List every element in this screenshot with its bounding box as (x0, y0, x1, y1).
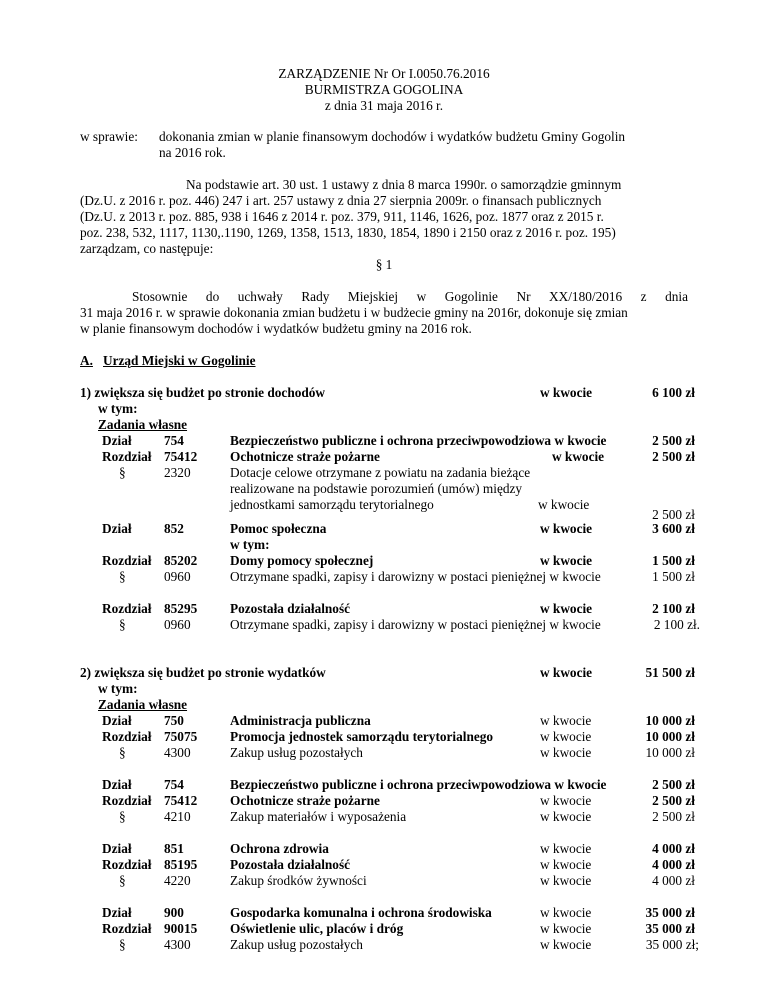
title: Oświetlenie ulic, placów i dróg (230, 921, 404, 936)
amount: 4 000 zł (652, 857, 695, 872)
kwocie: w kwocie (540, 905, 592, 920)
income-754-rozdzial (0, 449, 768, 465)
title: Ochotnicze straże pożarne (230, 793, 380, 808)
kwocie: w kwocie (538, 497, 590, 512)
amount: 35 000 zł (645, 921, 695, 936)
code: 754 (164, 777, 184, 792)
expense-750-dzial (0, 713, 768, 729)
title: Zakup środków żywności (230, 873, 367, 888)
income-754-paragraf-title-2: realizowane na podstawie porozumień (umów) między (230, 481, 523, 496)
legal-basis-line-4: poz. 238, 532, 1117, 1130,.1190, 1269, 1358, 1513, 1830, 1854, 1890 i 2150 oraz z 2016 r. poz. 195) (80, 225, 616, 240)
expense-851-dzial (0, 841, 768, 857)
kwocie: w kwocie (540, 745, 592, 760)
code: 852 (164, 521, 184, 536)
issuer: BURMISTRZA GOGOLINA (304, 82, 464, 97)
title: Gospodarka komunalna i ochrona środowiska (230, 905, 492, 920)
code: 4300 (164, 745, 191, 760)
title: Bezpieczeństwo publiczne i ochrona przeciwpowodziowa w kwocie (230, 433, 607, 448)
income-852-rozdzial-85295 (0, 601, 768, 617)
amount: 4 000 zł (652, 841, 695, 856)
expense-750-rozdzial (0, 729, 768, 745)
title: Zakup materiałów i wyposażenia (230, 809, 407, 824)
amount: 35 000 zł (645, 905, 695, 920)
amount: 2 100 zł (652, 601, 695, 616)
title: Otrzymane spadki, zapisy i darowizny w postaci pieniężnej w kwocie (230, 569, 601, 584)
income-852-paragraf-85202 (0, 569, 768, 585)
section-title: Urząd Miejski w Gogolinie (103, 353, 256, 368)
label: Rozdział (102, 921, 152, 936)
code: 90015 (164, 921, 198, 936)
expense-754-rozdzial (0, 793, 768, 809)
amount: 2 500 zł (652, 433, 695, 448)
code: 75412 (164, 449, 198, 464)
label: Rozdział (102, 857, 152, 872)
code: 750 (164, 713, 184, 728)
kwocie: w kwocie (540, 793, 592, 808)
amount: 2 500 zł (652, 449, 695, 464)
title: Dotacje celowe otrzymane z powiatu na zadania bieżące (230, 465, 531, 480)
subject-label: w sprawie: (80, 129, 138, 144)
title: Pozostała działalność (230, 857, 351, 872)
code: 900 (164, 905, 184, 920)
label: Rozdział (102, 729, 152, 744)
code: 85295 (164, 601, 198, 616)
income-754-paragraf-last (0, 497, 768, 522)
label: § (119, 745, 126, 760)
income-total: 6 100 zł (652, 385, 695, 400)
title: jednostkami samorządu terytorialnego (230, 497, 434, 512)
expense-754-paragraf (0, 809, 768, 825)
amount: 35 000 zł; (645, 937, 699, 952)
income-852-dzial (0, 521, 768, 537)
income-heading-text: 1) zwiększa się budżet po stronie dochodów (80, 385, 326, 400)
amount: 2 500 zł (652, 809, 695, 824)
code: 75075 (164, 729, 198, 744)
legal-basis-line-2: (Dz.U. z 2016 r. poz. 446) 247 i art. 257 ustawy z dnia 27 sierpnia 2009r. o finansach publicznych (80, 193, 602, 208)
label: Dział (102, 433, 132, 448)
legal-basis-line-3: (Dz.U. z 2013 r. poz. 885, 938 i 1646 z 2014 r. poz. 379, 911, 1146, 1626, poz. 1877 oraz z 2015 r. (80, 209, 604, 224)
title: Bezpieczeństwo publiczne i ochrona przeciwpowodziowa w kwocie (230, 777, 607, 792)
expense-754-dzial (0, 777, 768, 793)
expense-900-dzial (0, 905, 768, 921)
code: 0960 (164, 617, 191, 632)
label: § (119, 873, 126, 888)
amount: 2 100 zł. (653, 617, 700, 632)
code: 85202 (164, 553, 198, 568)
code: 851 (164, 841, 184, 856)
income-852-paragraf-85295 (0, 617, 768, 633)
title: Ochotnicze straże pożarne (230, 449, 380, 464)
amount: 2 500 zł (652, 777, 695, 792)
kwocie: w kwocie (540, 937, 592, 952)
kwocie: w kwocie (540, 601, 593, 616)
amount: 10 000 zł (645, 713, 695, 728)
preamble-line-1: Stosownie do uchwały Rady Miejskiej w Gogolinie Nr XX/180/2016 z dnia (132, 289, 688, 304)
label: Rozdział (102, 793, 152, 808)
expense-750-paragraf (0, 745, 768, 761)
kwocie: w kwocie (540, 521, 593, 536)
label: § (119, 465, 126, 480)
title: Domy pomocy społecznej (230, 553, 374, 568)
amount: 2 500 zł (652, 793, 695, 808)
code: 2320 (164, 465, 191, 480)
amount: 4 000 zł (652, 873, 695, 888)
paragraph-mark: § 1 (375, 257, 393, 272)
title: Otrzymane spadki, zapisy i darowizny w postaci pieniężnej w kwocie (230, 617, 601, 632)
kwocie: w kwocie (540, 729, 592, 744)
code: 4300 (164, 937, 191, 952)
kwocie: w kwocie (540, 921, 592, 936)
subject-text-1: dokonania zmian w planie finansowym dochodów i wydatków budżetu Gminy Gogolin (159, 129, 626, 144)
expense-total: 51 500 zł (645, 665, 695, 680)
label: § (119, 809, 126, 824)
income-852-w-tym: w tym: (230, 537, 270, 552)
income-852-rozdzial-85202 (0, 553, 768, 569)
expense-w-tym: w tym: (98, 681, 138, 696)
income-zadania: Zadania własne (98, 417, 188, 432)
amount: 10 000 zł (645, 729, 695, 744)
label: Dział (102, 521, 132, 536)
expense-851-rozdzial (0, 857, 768, 873)
label: Dział (102, 777, 132, 792)
preamble-line-3: w planie finansowym dochodów i wydatków budżetu gminy na 2016 rok. (80, 321, 472, 336)
title: Pomoc społeczna (230, 521, 327, 536)
expense-851-paragraf (0, 873, 768, 889)
doc-title: ZARZĄDZENIE Nr Or I.0050.76.2016 (278, 66, 490, 81)
expense-zadania: Zadania własne (98, 697, 188, 712)
label: Dział (102, 905, 132, 920)
expense-900-rozdzial (0, 921, 768, 937)
subject-text-2: na 2016 rok. (159, 145, 226, 160)
amount: 10 000 zł (645, 745, 695, 760)
preamble-line-2: 31 maja 2016 r. w sprawie dokonania zmian budżetu i w budżecie gminy na 2016r, dokonuje się zmian (80, 305, 628, 320)
expense-heading (0, 665, 768, 681)
income-754-dzial (0, 433, 768, 449)
amount: 2 500 zł (652, 507, 695, 522)
code: 754 (164, 433, 184, 448)
label: Dział (102, 713, 132, 728)
amount: 1 500 zł (652, 553, 695, 568)
expense-900-paragraf (0, 937, 768, 953)
label: Rozdział (102, 449, 152, 464)
kwocie: w kwocie (540, 841, 592, 856)
label: § (119, 937, 126, 952)
income-w-tym: w tym: (98, 401, 138, 416)
kwocie: w kwocie (540, 809, 592, 824)
label: Rozdział (102, 601, 152, 616)
code: 0960 (164, 569, 191, 584)
legal-basis-line-1: Na podstawie art. 30 ust. 1 ustawy z dnia 8 marca 1990r. o samorządzie gminnym (186, 177, 622, 192)
code: 75412 (164, 793, 198, 808)
income-heading (0, 385, 768, 401)
code: 4210 (164, 809, 191, 824)
kwocie: w kwocie (540, 857, 592, 872)
label: Rozdział (102, 553, 152, 568)
expense-heading-text: 2) zwiększa się budżet po stronie wydatków (80, 665, 326, 680)
kwocie: w kwocie (540, 553, 593, 568)
code: 85195 (164, 857, 198, 872)
amount: 3 600 zł (652, 521, 695, 536)
kwocie: w kwocie (540, 873, 592, 888)
income-heading-kwocie: w kwocie (540, 385, 593, 400)
code: 4220 (164, 873, 191, 888)
title: Zakup usług pozostałych (230, 937, 363, 952)
title: Promocja jednostek samorządu terytorialnego (230, 729, 494, 744)
label: Dział (102, 841, 132, 856)
title: Ochrona zdrowia (230, 841, 329, 856)
kwocie: w kwocie (552, 449, 605, 464)
income-754-paragraf (0, 465, 768, 481)
legal-basis-line-5: zarządzam, co następuje: (80, 241, 214, 256)
label: § (119, 569, 126, 584)
title: Administracja publiczna (230, 713, 371, 728)
amount: 1 500 zł (652, 569, 695, 584)
kwocie: w kwocie (540, 713, 592, 728)
title: Pozostała działalność (230, 601, 351, 616)
section-letter: A. (80, 353, 93, 368)
doc-date: z dnia 31 maja 2016 r. (324, 98, 444, 113)
expense-heading-kwocie: w kwocie (540, 665, 593, 680)
title: Zakup usług pozostałych (230, 745, 363, 760)
label: § (119, 617, 126, 632)
